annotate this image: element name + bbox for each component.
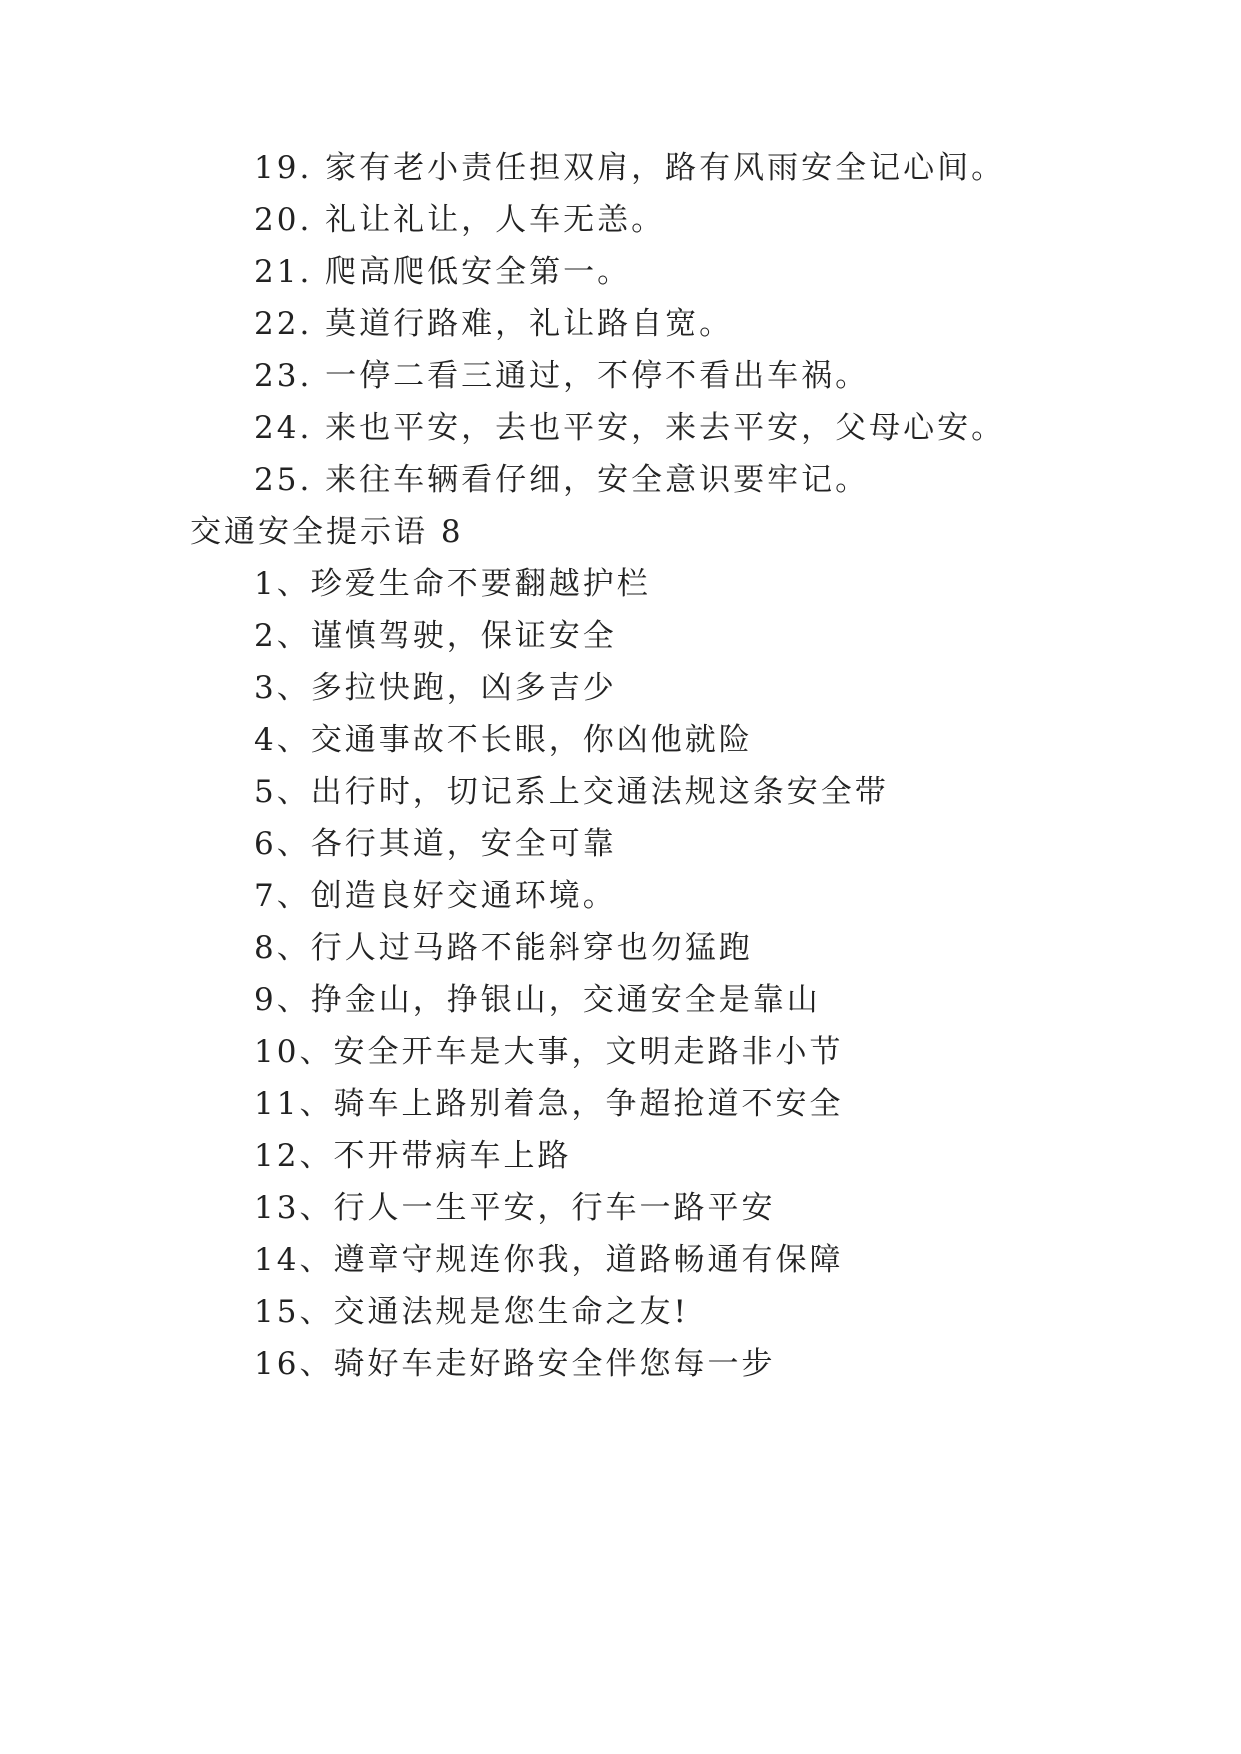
list-item: 3、多拉快跑，凶多吉少 xyxy=(254,670,617,706)
list-item: 14、遵章守规连你我，道路畅通有保障 xyxy=(254,1242,844,1278)
list-item: 7、创造良好交通环境。 xyxy=(254,878,617,914)
list-item: 23. 一停二看三通过，不停不看出车祸。 xyxy=(254,358,870,394)
list-item: 16、骑好车走好路安全伴您每一步 xyxy=(254,1346,776,1382)
list-item: 11、骑车上路别着急，争超抢道不安全 xyxy=(254,1086,844,1122)
list-item: 6、各行其道，安全可靠 xyxy=(254,826,617,862)
list-item: 22. 莫道行路难，礼让路自宽。 xyxy=(254,306,734,342)
list-item: 1、珍爱生命不要翻越护栏 xyxy=(254,566,651,602)
list-item: 5、出行时，切记系上交通法规这条安全带 xyxy=(254,774,889,810)
list-item: 25. 来往车辆看仔细，安全意识要牢记。 xyxy=(254,462,870,498)
list-item: 15、交通法规是您生命之友! xyxy=(254,1294,689,1330)
list-item: 24. 来也平安，去也平安，来去平安，父母心安。 xyxy=(254,410,1006,446)
list-item: 8、行人过马路不能斜穿也勿猛跑 xyxy=(254,930,753,966)
section-heading: 交通安全提示语 8 xyxy=(190,514,464,550)
list-item: 12、不开带病车上路 xyxy=(254,1138,572,1174)
list-item: 10、安全开车是大事，文明走路非小节 xyxy=(254,1034,844,1070)
list-item: 4、交通事故不长眼，你凶他就险 xyxy=(254,722,753,758)
list-item: 20. 礼让礼让，人车无恙。 xyxy=(254,202,666,238)
list-item: 19. 家有老小责任担双肩，路有风雨安全记心间。 xyxy=(254,150,1006,186)
list-item: 13、行人一生平安，行车一路平安 xyxy=(254,1190,776,1226)
list-item: 21. 爬高爬低安全第一。 xyxy=(254,254,632,290)
list-item: 2、谨慎驾驶，保证安全 xyxy=(254,618,617,654)
list-item: 9、挣金山，挣银山，交通安全是靠山 xyxy=(254,982,821,1018)
